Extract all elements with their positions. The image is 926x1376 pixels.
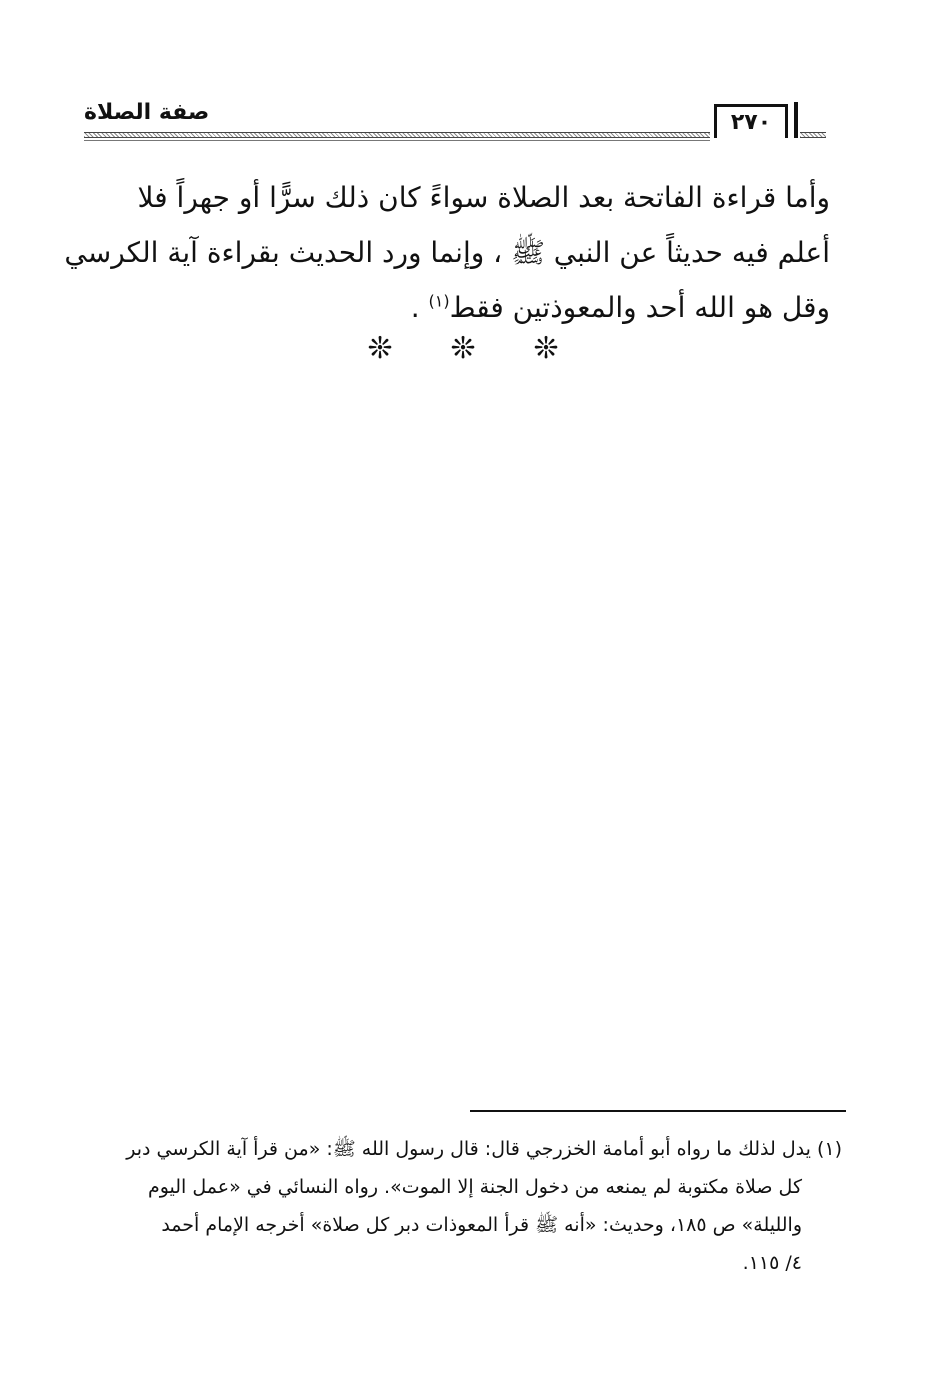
section-separator — [363, 332, 563, 366]
header-ornament-bar — [794, 102, 798, 138]
body-line-1: وأما قراءة الفاتحة بعد الصلاة سواءً كان ذلك سرًّا أو جهراً فلا — [137, 181, 830, 214]
header-thin-rule — [84, 140, 710, 141]
star-ornament-icon: ❊ — [533, 331, 559, 366]
footnote-divider — [470, 1110, 846, 1112]
body-line-3-text: وقل هو الله أحد والمعوذتين فقط — [449, 291, 830, 324]
star-ornament-icon: ❊ — [450, 331, 476, 366]
end-mark: . — [410, 291, 420, 324]
footnote-line-2: كل صلاة مكتوبة لم يمنعه من دخول الجنة إلا الموت». رواه النسائي في «عمل اليوم — [147, 1176, 802, 1198]
page-header — [84, 94, 826, 148]
body-line-3 — [80, 280, 830, 335]
footnote-line-4: ٤/ ١١٥. — [742, 1252, 802, 1274]
running-title: صفة الصلاة — [84, 100, 210, 125]
footnotes — [94, 1130, 842, 1282]
header-rule — [84, 132, 710, 138]
star-ornament-icon: ❊ — [367, 331, 393, 366]
footnote-reference: (١) — [428, 291, 450, 311]
header-rule-right — [800, 132, 826, 138]
page-number: ٢٧٠ — [714, 104, 788, 138]
footnote-line-3: والليلة» ص ١٨٥، وحديث: «أنه ﷺ قرأ المعوذات دبر كل صلاة» أخرجه الإمام أحمد — [161, 1214, 802, 1236]
main-paragraph — [64, 170, 830, 335]
body-line-2: أعلم فيه حديثاً عن النبي ﷺ ، وإنما ورد الحديث بقراءة آية الكرسي — [64, 236, 830, 269]
footnote-line-1: (١) يدل لذلك ما رواه أبو أمامة الخزرجي قال: قال رسول الله ﷺ: «من قرأ آية الكرسي دبر — [126, 1138, 842, 1160]
